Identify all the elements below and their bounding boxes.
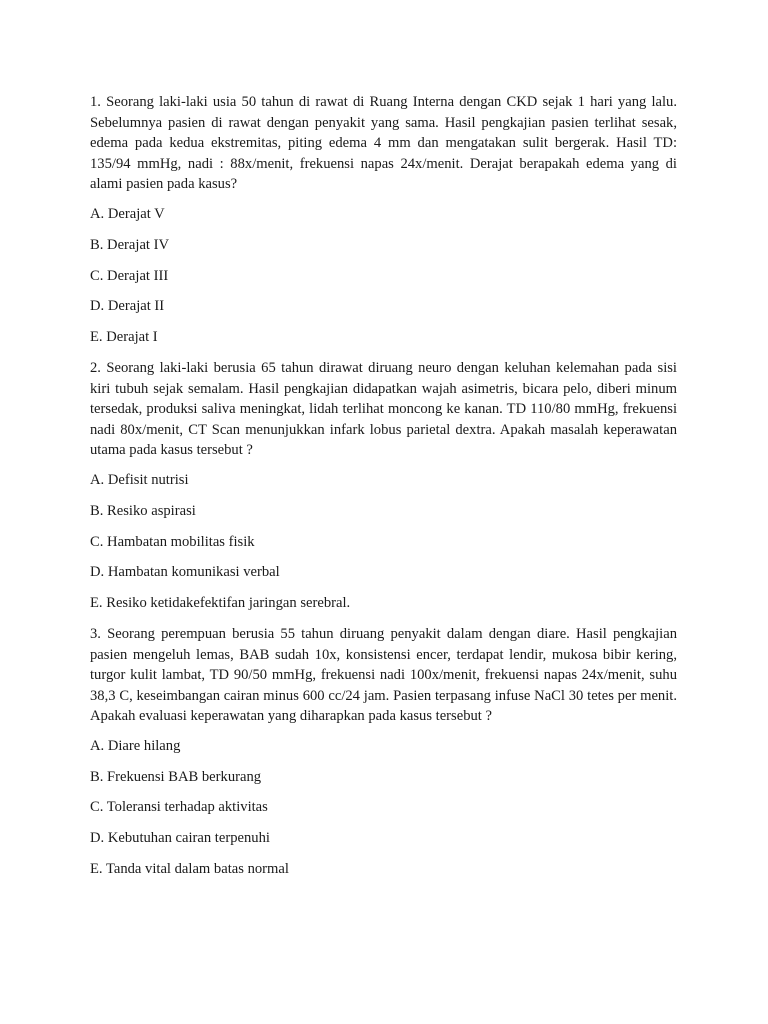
document-page bbox=[90, 92, 677, 890]
question-text: 1. Seorang laki-laki usia 50 tahun di rawat di Ruang Interna dengan CKD sejak 1 hari yang lalu. Sebelumnya pasien di rawat dengan penyakit yang sama. Hasil pengkajian pasien terlihat sesak, edema pada kedua ekstremitas, piting edema 4 mm dan mengatakan sulit bergerak. Hasil TD: 135/94 mmHg, nadi : 88x/menit, frekuensi napas 24x/menit. Derajat berapakah edema yang di alami pasien pada kasus? bbox=[90, 94, 677, 193]
answer-option: B. Resiko aspirasi bbox=[90, 502, 196, 519]
question-block-2 bbox=[90, 358, 677, 624]
question-block-3 bbox=[90, 624, 677, 890]
answer-option: C. Derajat III bbox=[90, 267, 169, 284]
answer-option: D. Hambatan komunikasi verbal bbox=[90, 564, 280, 581]
answer-option: B. Frekuensi BAB berkurang bbox=[90, 768, 262, 785]
answer-option: D. Derajat II bbox=[90, 298, 165, 315]
answer-option: A. Derajat V bbox=[90, 205, 165, 222]
answer-option: E. Derajat I bbox=[90, 329, 158, 346]
answer-option: E. Tanda vital dalam batas normal bbox=[90, 861, 289, 878]
answer-option: E. Resiko ketidakefektifan jaringan serebral. bbox=[90, 595, 351, 612]
question-text: 3. Seorang perempuan berusia 55 tahun diruang penyakit dalam dengan diare. Hasil pengkajian pasien mengeluh lemas, BAB sudah 10x, konsistensi encer, terdapat lendir, mukosa bibir kering, turgor kulit lambat, TD 90/50 mmHg, frekuensi nadi 100x/menit, frekuensi napas 24x/menit, suhu 38,3 C, keseimbangan cairan minus 600 cc/24 jam. Pasien terpasang infuse NaCl 30 tetes per menit. Apakah evaluasi keperawatan yang diharapkan pada kasus tersebut ? bbox=[90, 625, 677, 725]
answer-option: C. Toleransi terhadap aktivitas bbox=[90, 799, 268, 816]
answer-option: A. Diare hilang bbox=[90, 737, 181, 754]
answer-option: B. Derajat IV bbox=[90, 236, 170, 253]
answer-option: D. Kebutuhan cairan terpenuhi bbox=[90, 830, 270, 847]
answer-option: A. Defisit nutrisi bbox=[90, 471, 189, 488]
answer-option: C. Hambatan mobilitas fisik bbox=[90, 533, 255, 550]
question-block-1 bbox=[90, 92, 677, 358]
question-text: 2. Seorang laki-laki berusia 65 tahun dirawat diruang neuro dengan keluhan kelemahan pada sisi kiri tubuh sejak semalam. Hasil pengkajian didapatkan wajah asimetris, bicara pelo, diberi minum tersedak, produksi saliva meningkat, lidah terlihat moncong ke kanan. TD 110/80 mmHg, frekuensi nadi 80x/menit, CT Scan menunjukkan infark lobus parietal dextra. Apakah masalah keperawatan utama pada kasus tersebut ? bbox=[90, 359, 677, 459]
